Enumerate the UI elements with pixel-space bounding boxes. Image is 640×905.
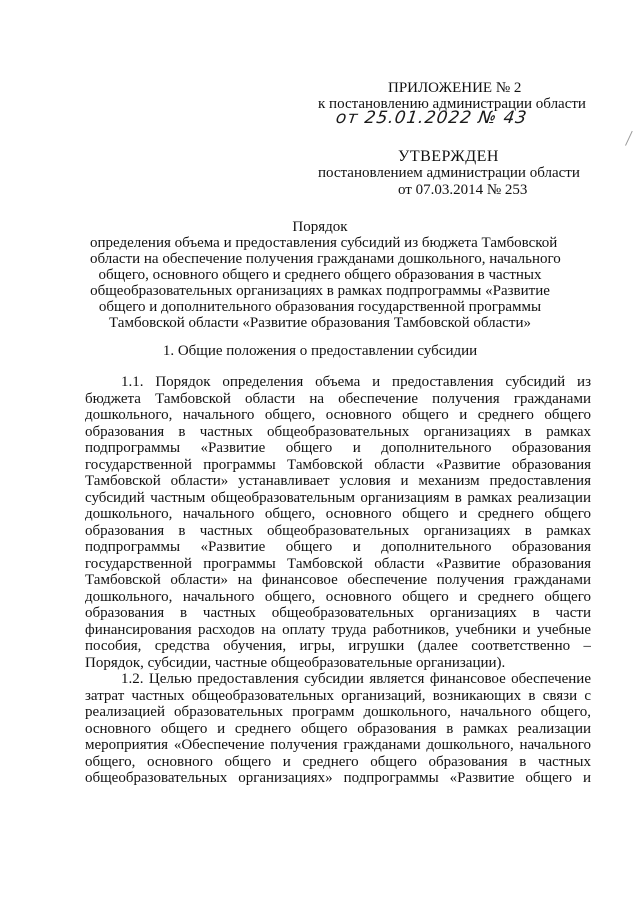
annex-title: ПРИЛОЖЕНИЕ № 2 bbox=[388, 80, 522, 96]
body-line: дошкольного, начального общего, основного общего и среднего общего bbox=[85, 506, 591, 522]
body-line: образования в частных общеобразовательных организациях в рамках bbox=[85, 423, 591, 440]
title-line: общеобразовательных организациях в рамках подпрограммы «Развитие bbox=[90, 283, 550, 299]
body-line: основного общего и среднего общего образования в рамках реализации bbox=[85, 720, 591, 737]
document-title bbox=[90, 219, 561, 331]
title-line: общего и дополнительного образования государственной программы bbox=[98, 299, 542, 315]
section-heading: 1. Общие положения о предоставлении субсидии bbox=[162, 343, 478, 359]
body-line: мероприятия «Обеспечение получения гражданами дошкольного, начального bbox=[85, 737, 591, 753]
body-line: субсидий частным общеобразовательным организациям в рамках реализации bbox=[85, 489, 591, 506]
body-line: государственной программы Тамбовской области «Развитие образования bbox=[85, 555, 591, 572]
body-line: образования в частных общеобразовательных организациях в рамках bbox=[85, 522, 591, 539]
title-line: общего, основного общего и среднего общего образования в частных bbox=[98, 267, 542, 283]
body-line: пособия, средства обучения, игры, игрушки (далее соответственно – bbox=[85, 638, 591, 654]
annex-block bbox=[318, 80, 608, 128]
body-line: Тамбовской области» на финансовое обеспечение получения гражданами bbox=[85, 572, 591, 588]
body-line: государственной программы Тамбовской области «Развитие образования bbox=[85, 456, 591, 473]
approved-line1: постановлением администрации области bbox=[318, 165, 580, 181]
body-line: бюджета Тамбовской области на обеспечение получения гражданами bbox=[85, 390, 591, 407]
title-line: Порядок bbox=[292, 219, 348, 235]
body-line: финансирования расходов на оплату труда работников, учебники и учебные bbox=[85, 621, 591, 638]
approved-block bbox=[318, 148, 608, 199]
body-line: подпрограммы «Развитие общего и дополнительного образования bbox=[85, 440, 591, 456]
body-line: образования в частных общеобразовательных организациях в части bbox=[85, 605, 591, 621]
body-line: подпрограммы «Развитие общего и дополнительного образования bbox=[85, 539, 591, 555]
title-line: Тамбовской области «Развитие образования Тамбовской области» bbox=[109, 315, 531, 331]
body-line: реализацией образовательных программ дошкольного, начального общего, bbox=[85, 704, 591, 720]
handwritten-date-number: от 25.01.2022 № 43 bbox=[334, 108, 529, 128]
body-line: Тамбовской области» устанавливает условия и механизм предоставления bbox=[85, 473, 591, 489]
approved-line2: от 07.03.2014 № 253 bbox=[398, 182, 528, 198]
title-line: определения объема и предоставления субсидий из бюджета Тамбовской bbox=[90, 235, 558, 251]
body-line: Порядок, субсидии, частные общеобразовательные организации). bbox=[85, 654, 506, 671]
margin-mark bbox=[625, 131, 640, 149]
body-line: 1.1. Порядок определения объема и предоставления субсидий из bbox=[121, 374, 591, 390]
approved-label: УТВЕРЖДЕН bbox=[398, 148, 499, 165]
annex-subtitle: к постановлению администрации области bbox=[318, 96, 586, 112]
body-text bbox=[85, 374, 591, 787]
body-line: 1.2. Целью предоставления субсидии является финансовое обеспечение bbox=[121, 671, 591, 687]
body-line: общеобразовательных организациях» подпрограммы «Развитие общего и bbox=[85, 770, 591, 786]
body-line: дошкольного, начального общего, основного общего и среднего общего bbox=[85, 588, 591, 605]
body-line: затрат частных общеобразовательных организаций, возникающих в связи с bbox=[85, 687, 591, 704]
body-line: общего, основного общего и среднего общего образования в частных bbox=[85, 753, 591, 770]
body-line: дошкольного, начального общего, основного общего и среднего общего bbox=[85, 407, 591, 423]
title-line: области на обеспечение получения гражданами дошкольного, начального bbox=[90, 251, 561, 267]
